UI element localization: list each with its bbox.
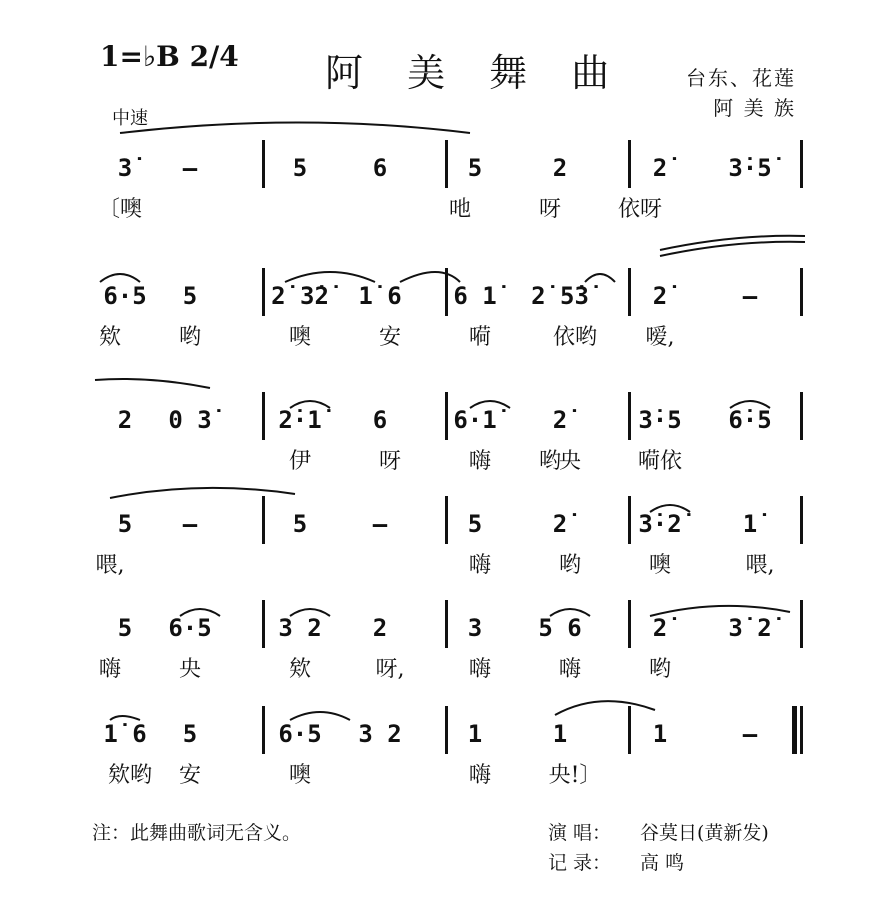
note-group: 2̇ — [552, 406, 568, 434]
lyric: 吔 — [448, 197, 472, 222]
note-group: 5 — [182, 720, 198, 748]
note-group: 6 — [372, 406, 388, 434]
note-group: 2̇ 3̇2̇ — [271, 282, 329, 310]
note-group: 5 — [117, 510, 133, 538]
note-group: 5 — [467, 154, 483, 182]
lyric: 呀 — [378, 449, 402, 474]
source-ethnicity: 阿 美 族 — [713, 96, 796, 120]
note-group: 6·5 — [168, 614, 212, 642]
lyric: 嗨 — [98, 657, 122, 682]
note-group: 3̇ 2̇ — [728, 614, 772, 642]
lyric: 安 — [178, 763, 202, 788]
slur-10 — [730, 401, 770, 408]
note-group: 5 — [292, 154, 308, 182]
recorder-name: 高 鸣 — [640, 852, 685, 874]
lyric: 哟 — [558, 553, 582, 578]
lyric: 哟 — [648, 657, 672, 682]
note-group: 2̇ — [652, 282, 668, 310]
note-group: 6 — [372, 154, 388, 182]
slur-5 — [585, 274, 615, 282]
lyric: 嗬 — [468, 325, 492, 350]
recorder-label: 记 录： — [548, 852, 612, 874]
lyric: 安 — [378, 325, 402, 350]
note-group: 5 — [467, 510, 483, 538]
note-group: 3 — [467, 614, 483, 642]
note-group: 0 3̇ — [168, 406, 212, 434]
song-title: 阿 美 舞 曲 — [325, 51, 626, 95]
slur-19 — [110, 716, 140, 720]
slur-14 — [290, 609, 330, 616]
lyric: 呀, — [375, 657, 405, 682]
lyric: 欸 — [288, 657, 312, 682]
slur-16 — [650, 606, 790, 616]
note-group: 5 — [117, 614, 133, 642]
lyric: 哟 — [178, 325, 202, 350]
note-group: 3̇·2̇ — [638, 510, 682, 538]
note-group: 1̇ 6 — [103, 720, 147, 748]
slur-0 — [120, 123, 470, 134]
lyric: 噢 — [288, 325, 312, 350]
lyric: 嗨 — [468, 553, 492, 578]
note-group: 2̇ 5̇3̇ — [531, 282, 589, 310]
note-group: 5 — [292, 510, 308, 538]
lyric: 嗨 — [468, 449, 492, 474]
note-group: 3̇ — [117, 154, 133, 182]
slur-13 — [180, 609, 220, 616]
lyric: 嗬依 — [637, 449, 683, 474]
note-group: 5 — [182, 282, 198, 310]
tempo-marking: 中速 — [112, 108, 148, 129]
slur-3 — [285, 272, 375, 282]
lyric: 嗨 — [468, 657, 492, 682]
note-group: 2̇·1̇ — [278, 406, 322, 434]
note-group: 1 — [467, 720, 483, 748]
note-group: 5 6 — [538, 614, 582, 642]
lyric: 喂, — [95, 553, 125, 578]
note-group: 6̇·5 — [728, 406, 772, 434]
lyric: 伊 — [288, 449, 312, 474]
slur-18 — [555, 701, 655, 715]
source-region: 台东、花莲 — [686, 66, 796, 90]
lyric: 欸哟 — [107, 763, 153, 788]
slur-12 — [650, 505, 690, 512]
lyric: 依哟 — [552, 325, 598, 350]
note-group: – — [742, 720, 758, 748]
slur-4 — [400, 272, 460, 282]
note-group: 6·5 — [103, 282, 147, 310]
note-group: – — [742, 282, 758, 310]
lyric: 依呀 — [617, 197, 663, 222]
note-group: 6·5 — [278, 720, 322, 748]
slur-11 — [110, 488, 295, 498]
lyric: 央!〕 — [548, 763, 602, 788]
note-group: 2 — [552, 154, 568, 182]
note-group: 6·1̇ — [453, 406, 497, 434]
key-signature: 1=♭B 2/4 — [100, 40, 239, 73]
lyric: 噢 — [648, 553, 672, 578]
note-group: 1̇ 6 — [358, 282, 402, 310]
note-group: – — [372, 510, 388, 538]
note-group: – — [182, 154, 198, 182]
note-group: 1̇ — [742, 510, 758, 538]
slur-17 — [290, 712, 350, 720]
note-group: 1 — [652, 720, 668, 748]
slur-6 — [100, 274, 140, 282]
lyric: 呀 — [538, 197, 562, 222]
note-group: 2̇ — [552, 510, 568, 538]
lyric: 央 — [178, 657, 202, 682]
lyric: 哟 — [538, 449, 562, 474]
lyric: 喂, — [745, 553, 775, 578]
slur-8 — [290, 401, 330, 408]
singer-label: 演 唱： — [548, 822, 612, 844]
note-group: 2̇ — [652, 154, 668, 182]
slur-15 — [550, 609, 590, 616]
footnote: 注：此舞曲歌词无含义。 — [92, 822, 302, 844]
note-group: 3 2 — [358, 720, 402, 748]
lyric: 〔噢 — [97, 197, 143, 222]
note-group: 6 1̇ — [453, 282, 497, 310]
note-group: 1 — [552, 720, 568, 748]
lyric: 噢 — [288, 763, 312, 788]
note-group: 2 — [372, 614, 388, 642]
note-group: 3̇·5 — [638, 406, 682, 434]
slur-1 — [660, 242, 805, 256]
lyric: 欸 — [98, 325, 122, 350]
note-group: 3̇·5̇ — [728, 154, 772, 182]
slur-2 — [660, 236, 805, 250]
slur-9 — [470, 401, 510, 408]
note-group: 2̇ — [652, 614, 668, 642]
note-group: 3 2 — [278, 614, 322, 642]
singer-name: 谷莫日(黄新发) — [640, 822, 769, 844]
note-group: 2 — [117, 406, 133, 434]
slur-7 — [95, 379, 210, 388]
lyric: 央 — [558, 449, 582, 474]
lyric: 嗳, — [645, 325, 675, 350]
lyric: 嗨 — [558, 657, 582, 682]
note-group: – — [182, 510, 198, 538]
lyric: 嗨 — [468, 763, 492, 788]
